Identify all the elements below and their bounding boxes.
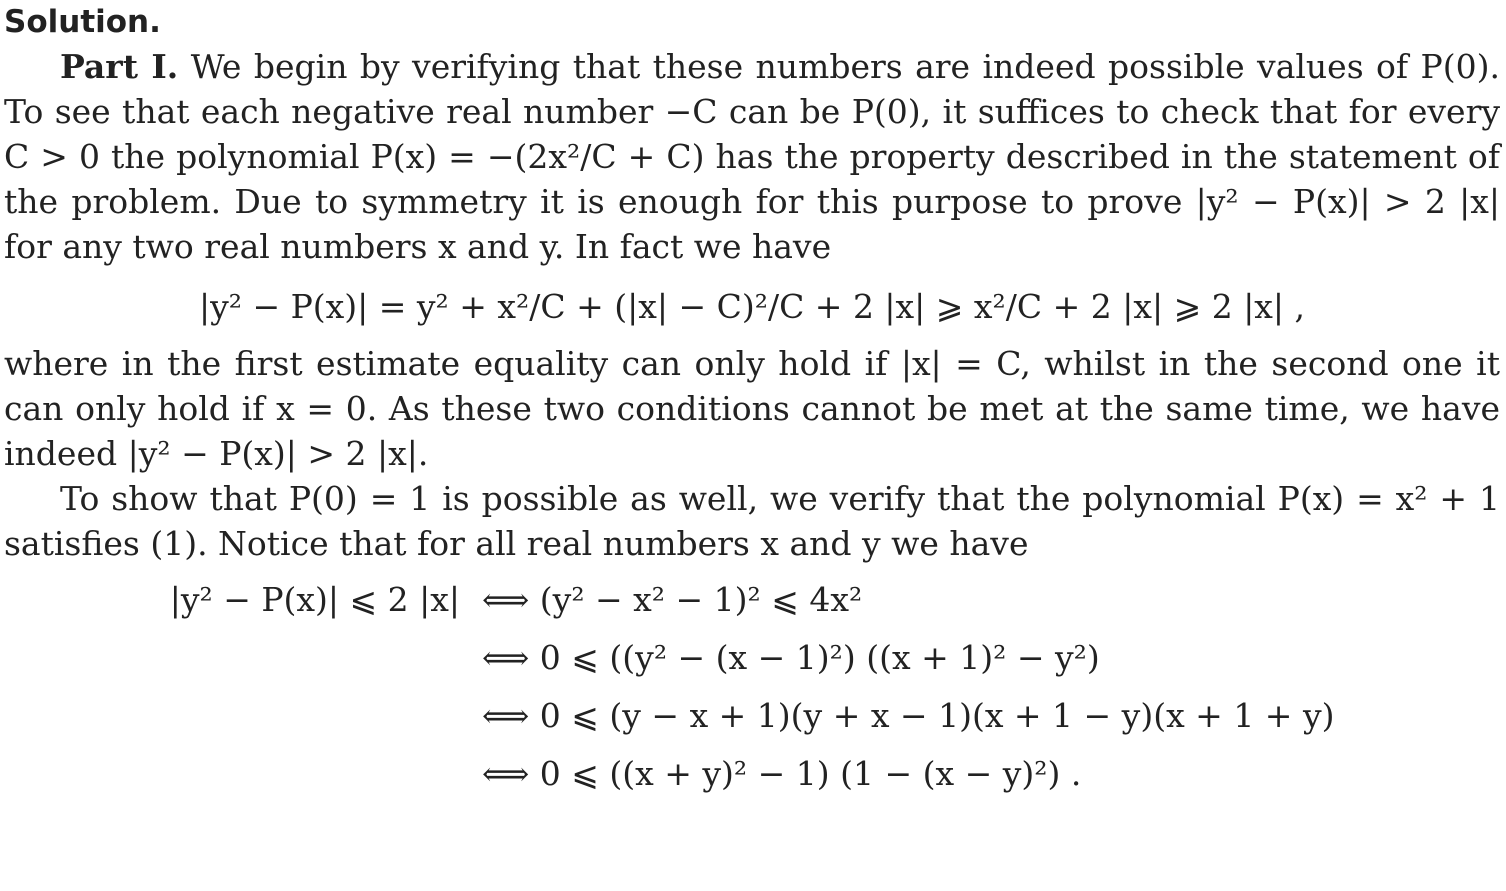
- align-row-1-rhs: ⟺ (y² − x² − 1)² ⩽ 4x²: [482, 580, 863, 619]
- align-row-2-rhs: ⟺ 0 ⩽ ((y² − (x − 1)²) ((x + 1)² − y²): [482, 638, 1100, 677]
- part1-paragraph: [4, 44, 1500, 269]
- part1-label: Part I.: [60, 47, 179, 86]
- display-equation-1: |y² − P(x)| = y² + x²/C + (|x| − C)²/C + 2 |x| ⩾ x²/C + 2 |x| ⩾ 2 |x| ,: [198, 287, 1306, 326]
- paragraph-p0-equals-1: To show that P(0) = 1 is possible as well, we verify that the polynomial P(x) = x² + 1 satisfies (1). Notice that for all real numbers x and y we have: [4, 479, 1500, 563]
- align-row-4-rhs: ⟺ 0 ⩽ ((x + y)² − 1) (1 − (x − y)²) .: [482, 754, 1082, 793]
- part1-text: We begin by verifying that these numbers are indeed possible values of P(0). To see that each negative real number −C can be P(0), it suffices to check that for every C > 0 the polynomial P(x) = −(2x²/C + C) has the property described in the statement of the problem. Due to symmetry it is enough for this purpose to prove |y² − P(x)| > 2 |x| for any two real numbers x and y. In fact we have: [4, 47, 1500, 266]
- align-row-1-lhs: |y² − P(x)| ⩽ 2 |x|: [169, 580, 460, 619]
- paragraph-estimate: where in the first estimate equality can only hold if |x| = C, whilst in the second one it can only hold if x = 0. As these two conditions cannot be met at the same time, we have indeed |y² − P(x)| > 2 |x|.: [4, 344, 1500, 473]
- solution-heading: Solution.: [4, 4, 161, 40]
- align-row-3-rhs: ⟺ 0 ⩽ (y − x + 1)(y + x − 1)(x + 1 − y)(x + 1 + y): [482, 696, 1335, 735]
- solution-document: [4, 0, 1500, 812]
- aligned-equivalences: [4, 572, 1500, 812]
